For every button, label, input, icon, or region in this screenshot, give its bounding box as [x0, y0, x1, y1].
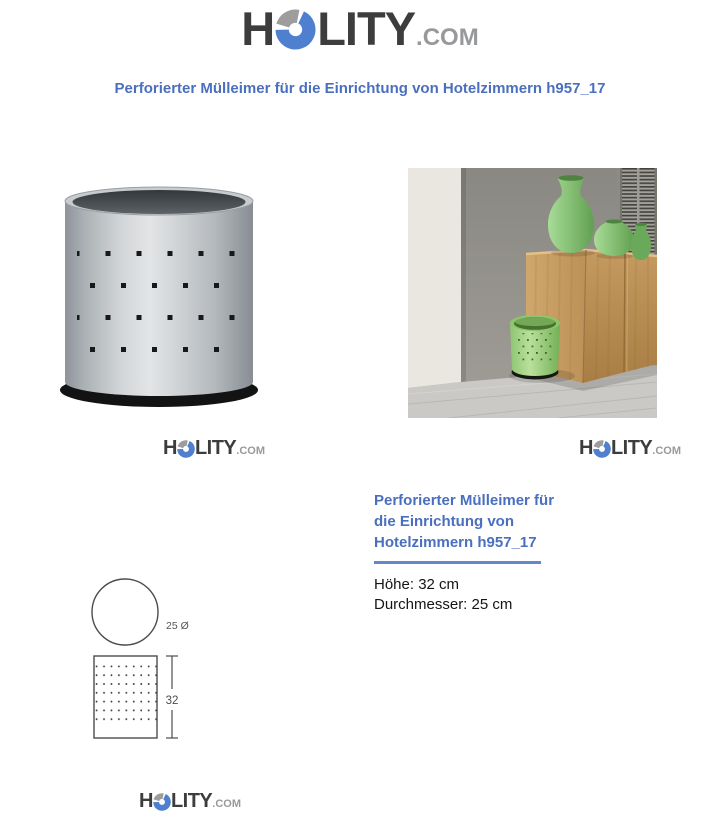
logo-letter-h: H	[241, 2, 275, 56]
page-title: Perforierter Mülleimer für die Einrichtung von Hotelzimmern h957_17	[114, 80, 606, 97]
logo-tld: .COM	[652, 445, 682, 458]
product-name-line3: Hotelzimmern h957_17	[374, 534, 537, 551]
logo-tld: .COM	[416, 23, 479, 51]
holity-ring-icon	[593, 440, 611, 458]
holity-ring-icon	[275, 9, 316, 50]
spec-diameter: Durchmesser: 25 cm	[374, 596, 513, 613]
holity-logo-header	[0, 2, 720, 56]
holity-ring-icon	[153, 793, 171, 811]
heading-underline	[374, 561, 541, 564]
silver-bin-illustration	[55, 150, 265, 415]
product-info-block	[374, 490, 584, 615]
logo-letter-h: H	[138, 789, 153, 812]
logo-tld: .COM	[236, 445, 266, 458]
product-name-line1: Perforierter Mülleimer für	[374, 492, 555, 509]
holity-watermark-right	[550, 436, 710, 459]
holity-ring-icon	[177, 440, 195, 458]
height-label: 32	[165, 695, 179, 707]
product-photo-main	[55, 150, 265, 415]
green-bin-room-scene	[408, 168, 657, 418]
product-photo-ambient	[408, 168, 657, 418]
diameter-label: 25 Ø	[166, 620, 189, 632]
logo-letters-lity: LITY	[317, 2, 416, 56]
logo-letters-lity: LITY	[194, 436, 237, 459]
spec-height: Höhe: 32 cm	[374, 576, 460, 593]
product-name-heading	[374, 490, 584, 553]
holity-watermark-left	[134, 436, 294, 459]
logo-letter-h: H	[162, 436, 177, 459]
holity-watermark-bottom	[110, 789, 270, 812]
logo-letter-h: H	[578, 436, 593, 459]
logo-tld: .COM	[212, 798, 242, 811]
logo-letters-lity: LITY	[610, 436, 653, 459]
dimension-drawing	[78, 574, 223, 759]
product-name-line2: die Einrichtung von	[374, 513, 515, 530]
technical-drawing	[78, 574, 223, 759]
logo-letters-lity: LITY	[170, 789, 213, 812]
